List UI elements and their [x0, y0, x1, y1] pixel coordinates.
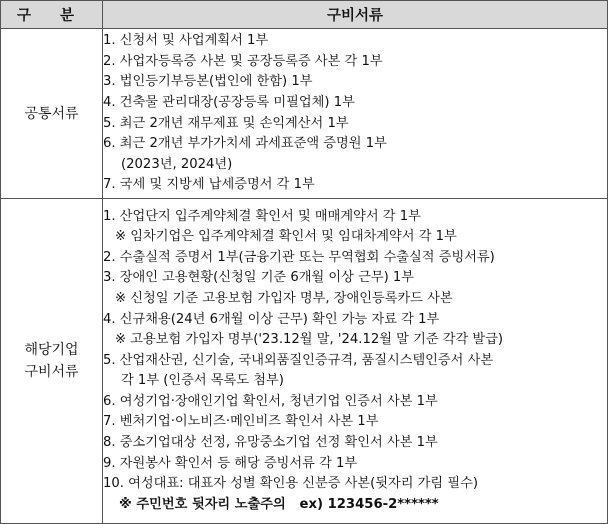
list-item: 4. 건축물 관리대장(공장등록 미필업체) 1부 [103, 94, 355, 110]
list-item: 5. 산업재산권, 신기술, 국내외품질인증규격, 품질시스템인증서 사본 [103, 352, 494, 368]
warning-note: ※ 주민번호 뒷자리 노출주의 ex) 123456-2****** [119, 496, 439, 512]
list-item: 6. 최근 2개년 부가가치세 과세표준액 증명원 1부 [103, 136, 387, 152]
list-item: 8. 중소기업대상 선정, 유망중소기업 선정 확인서 사본 1부 [103, 435, 438, 451]
list-note: ※ 고용보험 가입자 명부('23.12월 말, '24.12월 말 기준 각각 발급) [115, 332, 504, 348]
documents-header: 구비서류 [103, 1, 608, 29]
header-row [1, 1, 608, 29]
common-documents-list [103, 29, 608, 199]
list-item: 7. 벤처기업·이노비즈·메인비즈 확인서 사본 1부 [103, 414, 379, 430]
common-documents-row [1, 29, 608, 199]
list-item: 2. 수출실적 증명서 1부(금융기관 또는 무역협회 수출실적 증빙서류) [103, 249, 495, 265]
list-item: 5. 최근 2개년 재무제표 및 손익계산서 1부 [103, 115, 349, 131]
list-item: 3. 법인등기부등본(법인에 한함) 1부 [103, 74, 313, 90]
list-item: 3. 장애인 고용현황(신청일 기준 6개월 이상 근무) 1부 [103, 270, 415, 286]
list-note: ※ 임차기업은 입주계약체결 확인서 및 임대차계약서 각 1부 [115, 229, 457, 245]
common-documents-category: 공통서류 [1, 29, 103, 199]
list-item: 각 1부 (인증서 목록도 첨부) [121, 373, 284, 389]
list-item: 4. 신규채용(24년 6개월 이상 근무) 확인 가능 자료 각 1부 [103, 311, 440, 327]
specific-documents-category [1, 199, 103, 524]
specific-documents-list [103, 199, 608, 524]
category-line: 구비서류 [24, 364, 79, 380]
list-note: ※ 신청일 기준 고용보험 가입자 명부, 장애인등록카드 사본 [115, 290, 453, 306]
list-item: 1. 신청서 및 사업계획서 1부 [103, 33, 269, 49]
list-item: 2. 사업자등록증 사본 및 공장등록증 사본 각 1부 [103, 53, 383, 69]
list-item: 7. 국세 및 지방세 납세증명서 각 1부 [103, 177, 315, 193]
list-item: 1. 산업단지 입주계약체결 확인서 및 매매계약서 각 1부 [103, 208, 421, 224]
specific-documents-row [1, 199, 608, 524]
list-item: (2023년, 2024년) [121, 156, 233, 172]
category-header: 구 분 [1, 1, 103, 29]
list-item: 9. 자원봉사 확인서 등 해당 증빙서류 각 1부 [103, 455, 358, 471]
category-line: 해당기업 [24, 342, 79, 358]
list-item: 6. 여성기업·장애인기업 확인서, 청년기업 인증서 사본 1부 [103, 393, 438, 409]
list-item: 10. 여성대표: 대표자 성별 확인용 신분증 사본(뒷자리 가림 필수) [103, 476, 478, 492]
